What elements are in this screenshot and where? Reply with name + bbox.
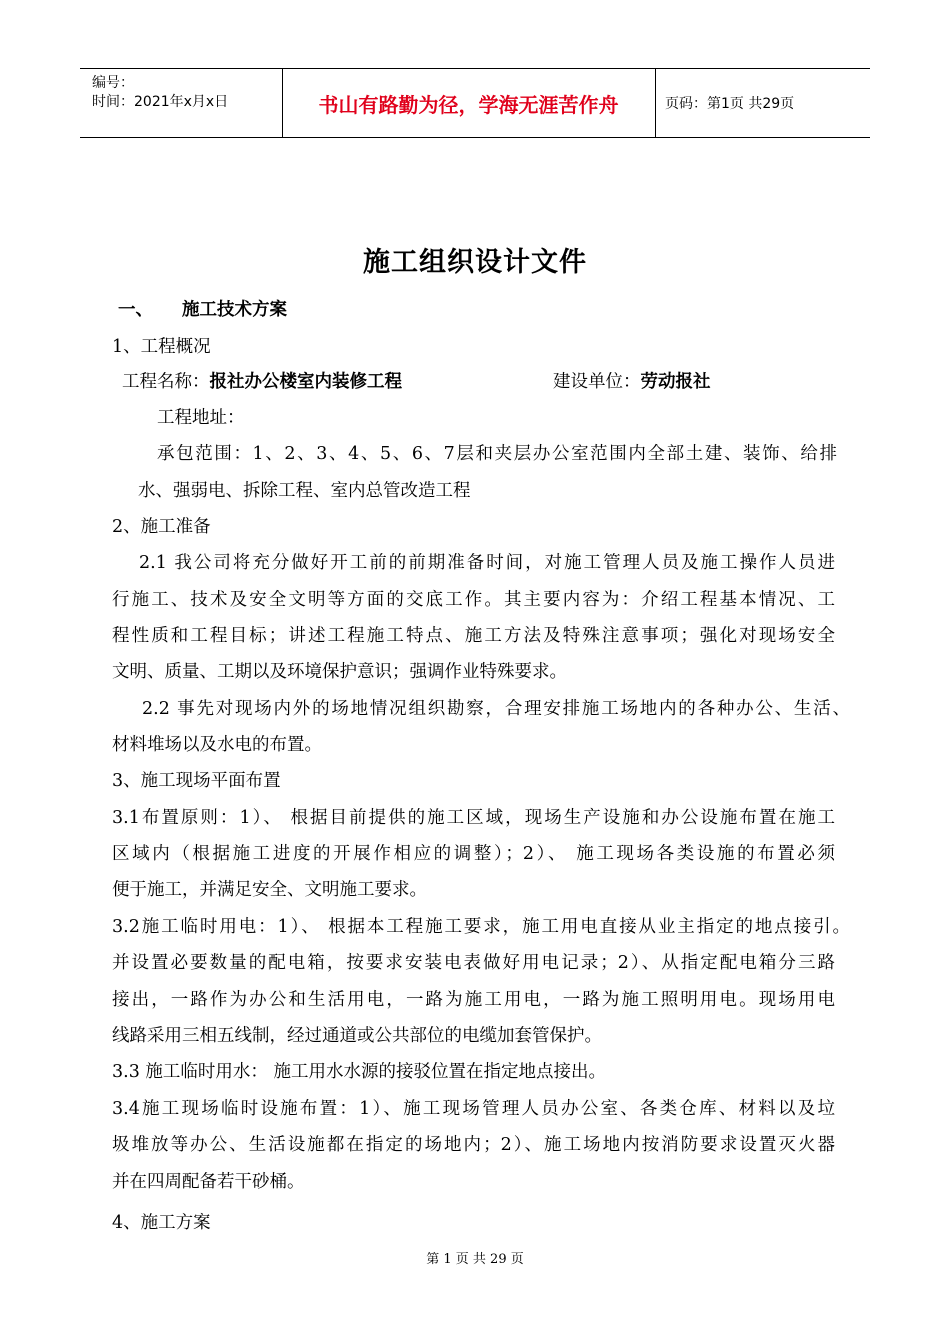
header-divider xyxy=(655,69,656,137)
paragraph-line: 圾堆放等办公、生活设施都在指定的场地内；2）、施工场地内按消防要求设置灭火器 xyxy=(112,1135,835,1155)
header-table xyxy=(80,68,870,138)
builder-value: 劳动报社 xyxy=(640,372,711,392)
builder-label: 建设单位： xyxy=(553,372,641,392)
heading-overview: 1、工程概况 xyxy=(112,337,211,357)
number-label: 编号： xyxy=(92,75,134,91)
paragraph-line: 3.3 施工临时用水： 施工用水水源的接驳位置在指定地点接出。 xyxy=(112,1062,606,1082)
heading-preparation: 2、施工准备 xyxy=(112,517,211,537)
heading-site-layout: 3、施工现场平面布置 xyxy=(112,771,281,791)
paragraph-line: 2.1 我公司将充分做好开工前的前期准备时间，对施工管理人员及施工操作人员进 xyxy=(139,553,835,573)
paragraph-line: 线路采用三相五线制，经过通道或公共部位的电缆加套管保护。 xyxy=(112,1026,602,1046)
header-motto: 书山有路勤为径，学海无涯苦作舟 xyxy=(318,92,619,117)
header-page-info: 页码：第1页 共29页 xyxy=(665,96,795,112)
project-name-row xyxy=(122,370,402,394)
date-label: 时间：2021年x月x日 xyxy=(92,94,229,110)
section-title: 施工技术方案 xyxy=(182,300,287,320)
paragraph-line: 接出，一路作为办公和生活用电，一路为施工用电，一路为施工照明用电。现场用电 xyxy=(112,990,835,1010)
paragraph-line: 区域内（根据施工进度的开展作相应的调整）；2）、 施工现场各类设施的布置必须 xyxy=(112,844,835,864)
page-footer: 第 1 页 共 29 页 xyxy=(426,1252,524,1267)
document-title: 施工组织设计文件 xyxy=(363,247,587,278)
paragraph-line: 2.2 事先对现场内外的场地情况组织勘察，合理安排施工场地内的各种办公、生活、 xyxy=(142,699,850,719)
header-info xyxy=(92,74,228,112)
paragraph-line: 并在四周配备若干砂桶。 xyxy=(112,1172,305,1192)
project-address-label: 工程地址： xyxy=(157,408,245,428)
builder-row xyxy=(553,370,711,394)
paragraph-line: 行施工、技术及安全文明等方面的交底工作。其主要内容为：介绍工程基本情况、工 xyxy=(112,590,835,610)
paragraph-line: 3.4施工现场临时设施布置：1）、施工现场管理人员办公室、各类仓库、材料以及垃 xyxy=(112,1099,835,1119)
project-name-value: 报社办公楼室内装修工程 xyxy=(209,372,402,392)
paragraph-line: 3.1布置原则：1）、 根据目前提供的施工区域，现场生产设施和办公设施布置在施工 xyxy=(112,808,835,828)
paragraph-line: 3.2施工临时用电：1）、 根据本工程施工要求，施工用电直接从业主指定的地点接引。 xyxy=(112,917,850,937)
paragraph-line: 材料堆场以及水电的布置。 xyxy=(112,735,322,755)
heading-construction-plan: 4、施工方案 xyxy=(112,1213,211,1233)
section-number: 一、 xyxy=(118,300,153,320)
paragraph-line: 程性质和工程目标；讲述工程施工特点、施工方法及特殊注意事项；强化对现场安全 xyxy=(112,626,835,646)
scope-line: 水、强弱电、拆除工程、室内总管改造工程 xyxy=(138,481,471,501)
scope-line: 承包范围：1、2、3、4、5、6、7层和夹层办公室范围内全部土建、装饰、给排 xyxy=(157,444,837,464)
paragraph-line: 文明、质量、工期以及环境保护意识；强调作业特殊要求。 xyxy=(112,662,567,682)
project-name-label: 工程名称： xyxy=(122,372,210,392)
paragraph-line: 并设置必要数量的配电箱，按要求安装电表做好用电记录；2）、从指定配电箱分三路 xyxy=(112,953,835,973)
paragraph-line: 便于施工，并满足安全、文明施工要求。 xyxy=(112,880,427,900)
